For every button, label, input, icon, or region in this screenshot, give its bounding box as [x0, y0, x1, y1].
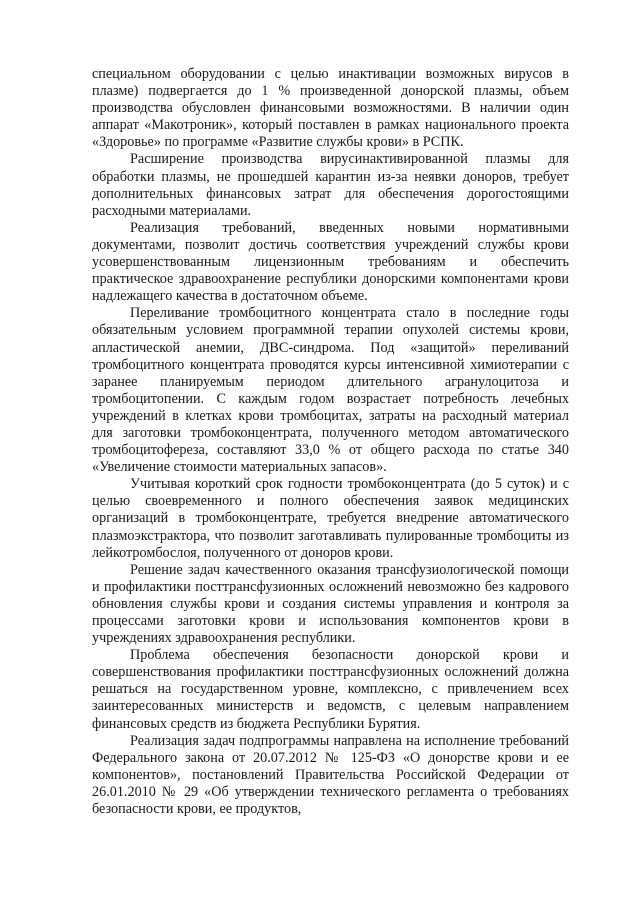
paragraph-subprogram-tasks: Реализация задач подпрограммы направлена на исполнение требований Федерального закона от 20.07.2012 № 125-ФЗ «О донорстве крови и ее компонентов», постановлений Правительства Российской Федерации от 26.01.2010 № 29 «Об утверждении технического регламента о требованиях безопасности крови, ее продуктов,: [92, 732, 569, 818]
paragraph-platelet-transfusion: Переливание тромбоцитного концентрата стало в последние годы обязательным условием программной терапии опухолей системы крови, апластической анемии, ДВС-синдрома. Под «защитой» переливаний тромбоцитного концентрата проводятся курсы интенсивной химиотерапии с заранее планируемым периодом длительного агранулоцитоза и тромбоцитопении. С каждым годом возрастает потребность лечебных учреждений в клетках крови тромбоцитах, затраты на расходный материал для заготовки тромбоконцентрата, полученного методом автоматического тромбоцитофереза, составляют 33,0 % от общего расхода по статье 340 «Увеличение стоимости материальных запасов».: [92, 305, 569, 476]
paragraph-requirements: Реализация требований, введенных новыми нормативными документами, позволит достичь соответствия учреждений службы крови усовершенствованным лицензионным требованиям и обеспечить практическое здравоохранение республики донорскими компонентами крови надлежащего качества в достаточном объеме.: [92, 219, 569, 305]
paragraph-transfusiology-tasks: Решение задач качественного оказания трансфузиологической помощи и профилактики посттрансфузионных осложнений невозможно без кадрового обновления службы крови и создания системы управления и контроля за процессами заготовки крови и использования компонентов крови в учреждениях здравоохранения республики.: [92, 561, 569, 647]
paragraph-blood-safety: Проблема обеспечения безопасности донорской крови и совершенствования профилактики посттрансфузионных осложнений должна решаться на государственном уровне, комплексно, с привлечением всех заинтересованных министерств и ведомств, с целевым направлением финансовых средств из бюджета Республики Бурятия.: [92, 647, 569, 732]
paragraph-continuation: специальном оборудовании с целью инактивации возможных вирусов в плазме) подвергается до 1 % произведенной донорской плазмы, объем производства обусловлен финансовыми возможностями. В наличии один аппарат «Макотроник», который поставлен в рамках национального проекта «Здоровье» по программе «Развитие службы крови» в РСПК.: [92, 66, 569, 151]
paragraph-platelet-shelf-life: Учитывая короткий срок годности тромбоконцентрата (до 5 суток) и с целью своевременного и полного обеспечения заявок медицинских организаций в тромбоконцентрате, требуется внедрение автоматического плазмоэкстрактора, что позволит заготавливать пулированные тромбоциты из лейкотромбослоя, полученного от доноров крови.: [92, 476, 569, 561]
paragraph-plasma-expansion: Расширение производства вирусинактивированной плазмы для обработки плазмы, не прошедшей карантин из-за неявки доноров, требует дополнительных финансовых затрат для обеспечения дорогостоящими расходными материалами.: [92, 151, 569, 219]
